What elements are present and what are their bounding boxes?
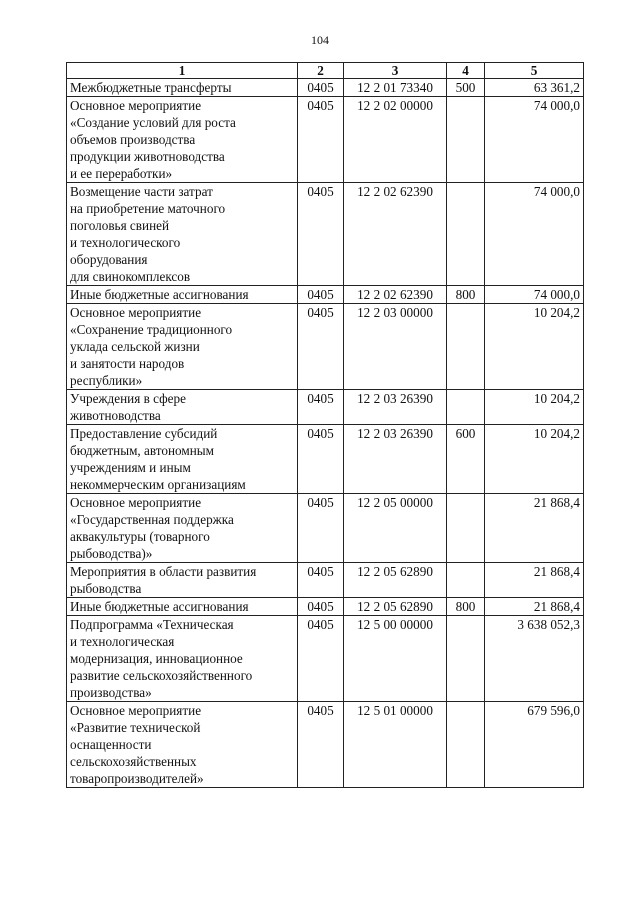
table-row (67, 390, 584, 425)
row-name-cell: Возмещение части затрат на приобретение маточного поголовья свиней и технологического оборудования для свинокомплексов (67, 183, 298, 286)
table-row (67, 304, 584, 390)
expense-type-code-cell (447, 390, 485, 425)
amount-cell: 74 000,0 (485, 97, 584, 183)
section-code-cell: 0405 (298, 286, 344, 304)
table-row (67, 97, 584, 183)
row-name-cell: Основное мероприятие «Сохранение традиционного уклада сельской жизни и занятости народов республики» (67, 304, 298, 390)
target-article-code-cell: 12 5 00 00000 (344, 616, 447, 702)
amount-cell: 21 868,4 (485, 598, 584, 616)
header-col-1: 1 (67, 63, 298, 79)
target-article-code-cell: 12 5 01 00000 (344, 702, 447, 788)
expense-type-code-cell (447, 563, 485, 598)
table-row (67, 598, 584, 616)
amount-cell: 21 868,4 (485, 563, 584, 598)
row-name-cell: Учреждения в сфере животноводства (67, 390, 298, 425)
section-code-cell: 0405 (298, 494, 344, 563)
header-row (67, 63, 584, 79)
section-code-cell: 0405 (298, 702, 344, 788)
expense-type-code-cell: 500 (447, 79, 485, 97)
row-name-cell: Основное мероприятие «Создание условий для роста объемов производства продукции животноводства и ее переработки» (67, 97, 298, 183)
section-code-cell: 0405 (298, 598, 344, 616)
amount-cell: 679 596,0 (485, 702, 584, 788)
target-article-code-cell: 12 2 03 26390 (344, 425, 447, 494)
row-name-cell: Предоставление субсидий бюджетным, автономным учреждениям и иным некоммерческим организациям (67, 425, 298, 494)
target-article-code-cell: 12 2 03 26390 (344, 390, 447, 425)
table-row (67, 494, 584, 563)
target-article-code-cell: 12 2 02 62390 (344, 183, 447, 286)
section-code-cell: 0405 (298, 97, 344, 183)
amount-cell: 63 361,2 (485, 79, 584, 97)
section-code-cell: 0405 (298, 563, 344, 598)
header-col-5: 5 (485, 63, 584, 79)
table-row (67, 616, 584, 702)
expense-type-code-cell (447, 304, 485, 390)
amount-cell: 3 638 052,3 (485, 616, 584, 702)
table-row (67, 79, 584, 97)
expense-type-code-cell: 800 (447, 286, 485, 304)
row-name-cell: Иные бюджетные ассигнования (67, 286, 298, 304)
target-article-code-cell: 12 2 02 62390 (344, 286, 447, 304)
amount-cell: 10 204,2 (485, 390, 584, 425)
amount-cell: 74 000,0 (485, 183, 584, 286)
expense-type-code-cell (447, 616, 485, 702)
row-name-cell: Основное мероприятие «Государственная поддержка аквакультуры (товарного рыбоводства)» (67, 494, 298, 563)
table-row (67, 183, 584, 286)
target-article-code-cell: 12 2 05 62890 (344, 563, 447, 598)
section-code-cell: 0405 (298, 425, 344, 494)
expense-type-code-cell (447, 183, 485, 286)
row-name-cell: Мероприятия в области развития рыбоводства (67, 563, 298, 598)
section-code-cell: 0405 (298, 79, 344, 97)
amount-cell: 21 868,4 (485, 494, 584, 563)
expense-type-code-cell (447, 702, 485, 788)
row-name-cell: Межбюджетные трансферты (67, 79, 298, 97)
target-article-code-cell: 12 2 01 73340 (344, 79, 447, 97)
header-col-3: 3 (344, 63, 447, 79)
header-col-4: 4 (447, 63, 485, 79)
target-article-code-cell: 12 2 02 00000 (344, 97, 447, 183)
table-row (67, 286, 584, 304)
amount-cell: 74 000,0 (485, 286, 584, 304)
amount-cell: 10 204,2 (485, 425, 584, 494)
row-name-cell: Иные бюджетные ассигнования (67, 598, 298, 616)
target-article-code-cell: 12 2 05 62890 (344, 598, 447, 616)
expense-type-code-cell: 600 (447, 425, 485, 494)
expense-type-code-cell: 800 (447, 598, 485, 616)
expense-type-code-cell (447, 494, 485, 563)
page-number: 104 (311, 33, 329, 47)
table-row (67, 702, 584, 788)
section-code-cell: 0405 (298, 183, 344, 286)
header-col-2: 2 (298, 63, 344, 79)
table-row (67, 425, 584, 494)
section-code-cell: 0405 (298, 304, 344, 390)
row-name-cell: Подпрограмма «Техническая и технологическая модернизация, инновационное развитие сельскохозяйственного производства» (67, 616, 298, 702)
expense-type-code-cell (447, 97, 485, 183)
target-article-code-cell: 12 2 03 00000 (344, 304, 447, 390)
table-row (67, 563, 584, 598)
row-name-cell: Основное мероприятие «Развитие технической оснащенности сельскохозяйственных товаропроизводителей» (67, 702, 298, 788)
section-code-cell: 0405 (298, 616, 344, 702)
section-code-cell: 0405 (298, 390, 344, 425)
budget-table (66, 62, 584, 788)
target-article-code-cell: 12 2 05 00000 (344, 494, 447, 563)
amount-cell: 10 204,2 (485, 304, 584, 390)
